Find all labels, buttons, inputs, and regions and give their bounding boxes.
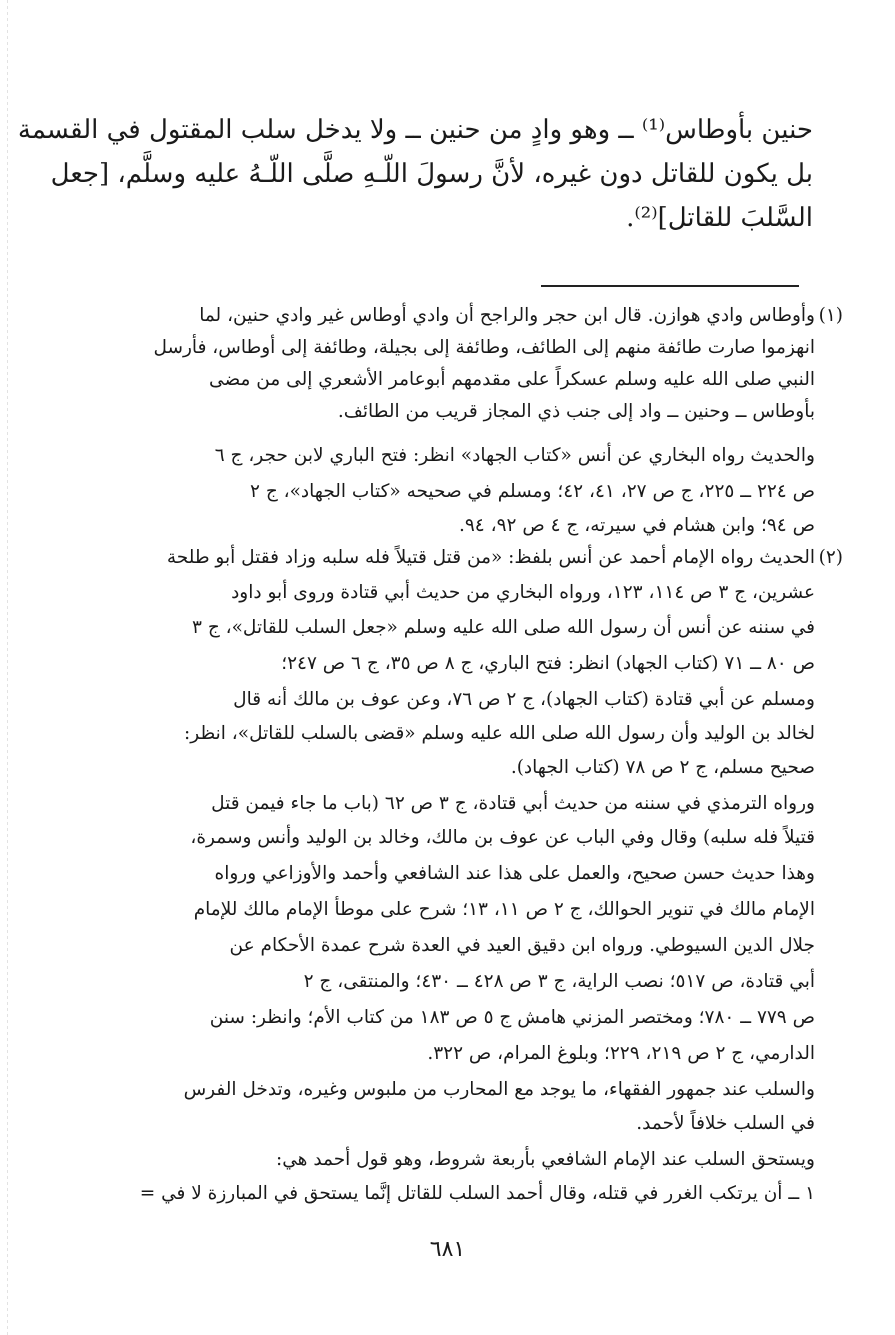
page-number: ٦٨١ (429, 1237, 466, 1262)
footnote-line: ص ٨٠ ــ ٧١ (كتاب الجهاد) انظر: فتح الباري، ج ٨ ص ٣٥، ج ٦ ص ٢٤٧؛ (281, 653, 815, 674)
footnote-line: ورواه الترمذي في سننه من حديث أبي قتادة، ج ٣ ص ٦٢ (باب ما جاء فيمن قتل (211, 793, 815, 814)
footnote-line: الدارمي، ج ٢ ص ٢١٩، ٢٢٩؛ وبلوغ المرام، ص ٣٢٢. (427, 1043, 815, 1064)
footnote-line: ١ ــ أن يرتكب الغرر في قتله، وقال أحمد السلب للقاتل إنَّما يستحق في المبارزة لا في = (139, 1183, 815, 1204)
footnote-line: في سننه عن أنس أن رسول الله صلى الله عليه وسلم «جعل السلب للقاتل»، ج ٣ (192, 617, 815, 638)
footnote-line: وهذا حديث حسن صحيح، والعمل على هذا عند الشافعي وأحمد والأوزاعي ورواه (214, 863, 815, 884)
main-text-line: حنين بأوطاس⁽¹⁾ ــ وهو وادٍ من حنين ــ ولا يدخل سلب المقتول في القسمة (17, 115, 813, 145)
footnote-line: والحديث رواه البخاري عن أنس «كتاب الجهاد» انظر: فتح الباري لابن حجر، ج ٦ (214, 445, 815, 466)
footnote-line: الحديث رواه الإمام أحمد عن أنس بلفظ: «من قتل قتيلاً فله سلبه وزاد فقتل أبو طلحة (166, 547, 815, 568)
footnote-marker: (١) (818, 305, 843, 326)
footnote-line: ويستحق السلب عند الإمام الشافعي بأربعة شروط، وهو قول أحمد هي: (276, 1149, 815, 1170)
footnote-line: بأوطاس ــ وحنين ــ واد إلى جنب ذي المجاز قريب من الطائف. (337, 401, 815, 422)
footnote-line: في السلب خلافاً لأحمد. (636, 1113, 815, 1134)
footnote-marker: (٢) (818, 547, 843, 568)
footnote-line: أبي قتادة، ص ٥١٧؛ نصب الراية، ج ٣ ص ٤٢٨ ــ ٤٣٠؛ والمنتقى، ج ٢ (303, 971, 815, 992)
footnote-line: جلال الدين السيوطي. ورواه ابن دقيق العيد في العدة شرح عمدة الأحكام عن (229, 935, 815, 956)
footnote-line: والسلب عند جمهور الفقهاء، ما يوجد مع المحارب من ملبوس وغيره، وتدخل الفرس (183, 1079, 815, 1100)
footnote-line: ص ٩٤؛ وابن هشام في سيرته، ج ٤ ص ٩٢، ٩٤. (458, 515, 815, 536)
footnote-line: وأوطاس وادي هوازن. قال ابن حجر والراجح أن وادي أوطاس غير وادي حنين، لما (199, 305, 815, 326)
footnote-line: ص ٧٧٩ ــ ٧٨٠؛ ومختصر المزني هامش ج ٥ ص ١٨٣ من كتاب الأم؛ وانظر: سنن (209, 1007, 815, 1028)
footnote-line: صحيح مسلم، ج ٢ ص ٧٨ (كتاب الجهاد). (510, 757, 815, 778)
footnote-separator (541, 285, 799, 287)
footnote-line: لخالد بن الوليد وأن رسول الله صلى الله عليه وسلم «قضى بالسلب للقاتل»، انظر: (184, 723, 815, 744)
footnote-line: ومسلم عن أبي قتادة (كتاب الجهاد)، ج ٢ ص ٧٦، وعن عوف بن مالك أنه قال (233, 689, 815, 710)
footnote-line: قتيلاً فله سلبه) وقال وفي الباب عن عوف بن مالك، وخالد بن الوليد وأنس وسمرة، (190, 827, 815, 848)
footnote-line: عشرين، ج ٣ ص ١١٤، ١٢٣، ورواه البخاري من حديث أبي قتادة وروى أبو داود (231, 582, 815, 603)
footnote-line: النبي صلى الله عليه وسلم عسكراً على مقدمهم أبوعامر الأشعري إلى من مضى (209, 369, 815, 390)
footnote-line: انهزموا صارت طائفة منهم إلى الطائف، وطائفة إلى بجيلة، وطائفة إلى أوطاس، فأرسل (153, 337, 815, 358)
footnote-line: ص ٢٢٤ ــ ٢٢٥، ج ص ٢٧، ٤١، ٤٢؛ ومسلم في صحيحه «كتاب الجهاد»، ج ٢ (250, 481, 815, 502)
main-text-line: بل يكون للقاتل دون غيره، لأنَّ رسولَ اللّـهِ صلَّى اللّـهُ عليه وسلَّم، [جعل (50, 159, 813, 189)
main-text-line: السَّلبَ للقاتل]⁽²⁾. (626, 203, 813, 233)
footnote-line: الإمام مالك في تنوير الحوالك، ج ٢ ص ١١، ١٣؛ شرح على موطأ الإمام مالك للإمام (193, 899, 815, 920)
